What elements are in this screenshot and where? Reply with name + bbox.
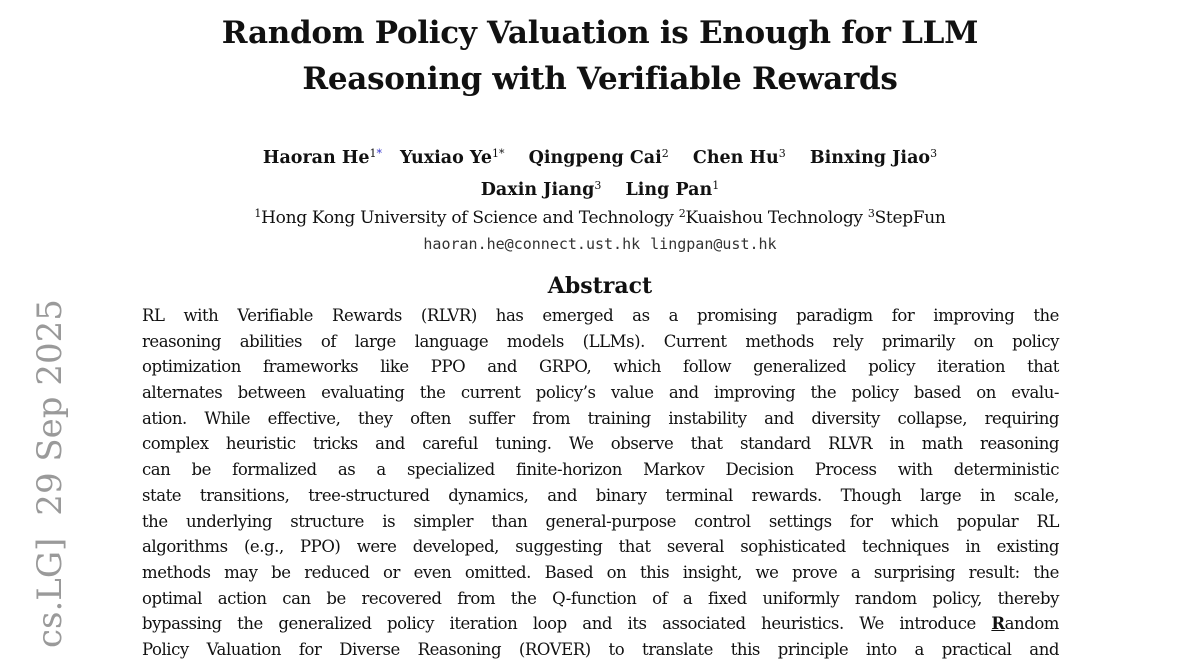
author bbox=[481, 180, 602, 200]
abstract-line: RL with Verifiable Rewards (RLVR) has emerged as a promising paradigm for improving the bbox=[142, 306, 1059, 325]
author-name: Haoran He bbox=[262, 148, 370, 168]
author bbox=[263, 148, 382, 168]
affiliation-number: 3 bbox=[867, 207, 875, 220]
affiliations bbox=[0, 202, 1200, 230]
affiliation-mark bbox=[370, 147, 383, 160]
author bbox=[400, 148, 505, 168]
abstract-line: complex heuristic tricks and careful tuning. We observe that standard RLVR in math reasoning bbox=[142, 434, 1059, 454]
abstract-line: the underlying structure is simpler than general-purpose control settings for which popular RL bbox=[142, 511, 1059, 531]
affiliation-name: Hong Kong University of Science and Technology bbox=[261, 208, 674, 228]
affiliation-number: 3 bbox=[594, 179, 602, 192]
affiliation-number: 3 bbox=[930, 147, 938, 160]
affiliation-mark bbox=[492, 147, 505, 160]
affiliation-name: StepFun bbox=[874, 208, 946, 228]
author bbox=[529, 148, 669, 168]
arxiv-stamp bbox=[28, 299, 72, 648]
acronym-letter: R bbox=[991, 614, 1005, 634]
abstract-body bbox=[142, 303, 1059, 663]
author-list bbox=[0, 140, 1200, 204]
author-row bbox=[0, 140, 1200, 172]
email-list bbox=[0, 233, 1200, 255]
author-name: Yuxiao Ye bbox=[400, 148, 492, 168]
abstract-line: state transitions, tree-structured dynamics, and binary terminal rewards. Though large in scale, bbox=[142, 485, 1059, 505]
abstract-line-text: bypassing the generalized policy iteration loop and its associated heuristics. We introduce bbox=[142, 614, 992, 634]
abstract-line: can be formalized as a specialized finite-horizon Markov Decision Process with deterministic bbox=[142, 460, 1059, 480]
equal-contribution-mark: * bbox=[499, 147, 505, 160]
author bbox=[693, 148, 786, 168]
affiliation-name: Kuaishou Technology bbox=[685, 208, 863, 228]
affiliation-number: 1 bbox=[492, 147, 499, 160]
affiliation-number: 2 bbox=[678, 207, 686, 220]
title-line: Random Policy Valuation is Enough for LLM bbox=[221, 15, 979, 51]
email: haoran.he@connect.ust.hk bbox=[423, 235, 641, 253]
abstract-heading: Abstract bbox=[547, 273, 653, 299]
arxiv-category: cs.LG] bbox=[30, 537, 70, 648]
affiliation-number: 1 bbox=[712, 179, 720, 192]
abstract-line: methods may be reduced or even omitted. Based on this insight, we prove a surprising result: the bbox=[142, 562, 1059, 582]
equal-contribution-link[interactable]: * bbox=[376, 147, 382, 160]
arxiv-date: 29 Sep 2025 bbox=[30, 299, 70, 516]
affiliation-number: 3 bbox=[778, 147, 786, 160]
author bbox=[625, 180, 719, 200]
abstract-line-text: andom bbox=[1004, 614, 1059, 634]
title-line: Reasoning with Verifiable Rewards bbox=[302, 61, 898, 97]
abstract-line: optimal action can be recovered from the Q-function of a fixed uniformly random policy, thereby bbox=[142, 588, 1059, 608]
author-row bbox=[0, 172, 1200, 204]
author-name: Qingpeng Cai bbox=[528, 148, 662, 168]
author-name: Binxing Jiao bbox=[809, 148, 931, 168]
abstract-line: reasoning abilities of large language models (LLMs). Current methods rely primarily on policy bbox=[142, 331, 1059, 351]
paper-title bbox=[0, 10, 1200, 102]
abstract-line: alternates between evaluating the current policy’s value and improving the policy based on evalu- bbox=[142, 383, 1059, 403]
author-name: Daxin Jiang bbox=[480, 180, 595, 200]
abstract-line: Policy Valuation for Diverse Reasoning (ROVER) to translate this principle into a practical and bbox=[142, 639, 1059, 659]
abstract-line: ation. While effective, they often suffer from training instability and diversity collapse, requiring bbox=[142, 408, 1059, 428]
author-name: Chen Hu bbox=[692, 148, 779, 168]
abstract-line: algorithms (e.g., PPO) were developed, suggesting that several sophisticated techniques in existing bbox=[142, 537, 1059, 557]
author-name: Ling Pan bbox=[625, 180, 713, 200]
author bbox=[810, 148, 937, 168]
affiliation-number: 2 bbox=[661, 147, 669, 160]
affiliation-number: 1 bbox=[254, 207, 262, 220]
abstract-line: optimization frameworks like PPO and GRPO, which follow generalized policy iteration that bbox=[142, 357, 1059, 377]
affiliation-number: 1 bbox=[369, 147, 377, 160]
abstract-line bbox=[142, 611, 1059, 637]
email: lingpan@ust.hk bbox=[650, 235, 777, 253]
